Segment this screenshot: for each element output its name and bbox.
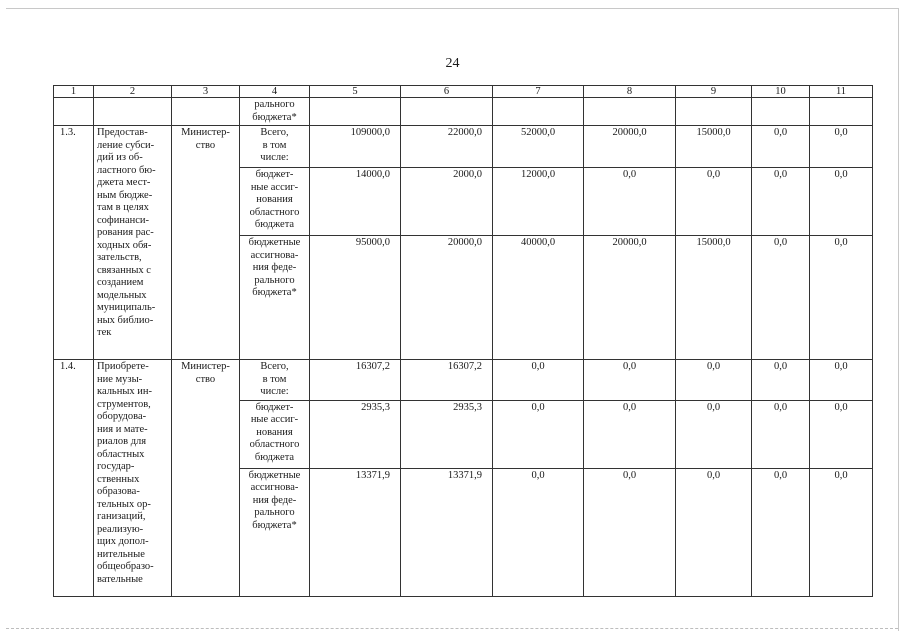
empty-cell: [493, 98, 584, 126]
funding-source-line: Всего,: [260, 361, 289, 372]
amount-cell: 20000,0: [584, 126, 676, 168]
amount-cell: 0,0: [676, 468, 752, 596]
amount-cell: 16307,2: [401, 360, 493, 401]
column-header-11: 11: [810, 86, 873, 98]
funding-source: [240, 236, 310, 360]
responsible-line: Министер-: [181, 361, 230, 372]
activity-name-line: рования рас-: [97, 227, 154, 238]
funding-source-line: ассигнова-: [250, 482, 299, 493]
amount-cell: 0,0: [493, 400, 584, 468]
funding-source-line: в том: [262, 139, 287, 151]
activity-name-line: ных библио-: [97, 314, 154, 326]
column-header-4: 4: [240, 86, 310, 98]
activity-name-line: кальных ин-: [97, 386, 153, 397]
funding-source-line: бюджета*: [252, 519, 297, 531]
responsible-executor: [172, 360, 240, 597]
funding-source-line: бюджет-: [255, 169, 294, 180]
budget-table: [53, 85, 873, 597]
funding-source-line: бюджета*: [252, 287, 297, 298]
activity-name-line: реализую-: [97, 523, 144, 535]
responsible-line: ство: [195, 139, 216, 151]
empty-cell: [401, 98, 493, 126]
activity-name-line: муниципаль-: [97, 302, 156, 313]
empty-cell: [752, 98, 810, 126]
amount-cell: 13371,9: [401, 468, 493, 596]
amount-cell: 20000,0: [584, 236, 676, 360]
activity-name-line: ление субси-: [97, 139, 155, 151]
continuation-source-cell: [240, 98, 310, 126]
funding-source-line: ные ассиг-: [250, 181, 299, 193]
funding-source-line: Всего,: [260, 127, 289, 138]
amount-cell: 0,0: [584, 360, 676, 401]
amount-cell: 0,0: [810, 400, 873, 468]
funding-source-line: бюджета: [254, 219, 295, 230]
amount-cell: 0,0: [584, 468, 676, 596]
row-number: 1.4.: [54, 360, 94, 597]
funding-source-line: нования: [256, 426, 293, 438]
activity-name-line: ластного бю-: [97, 164, 156, 176]
source-line: бюджета*: [252, 111, 297, 123]
amount-cell: 0,0: [752, 168, 810, 236]
activity-name-line: нительные: [97, 548, 145, 560]
activity-name-line: ственных: [97, 473, 140, 485]
amount-cell: 15000,0: [676, 126, 752, 168]
header-row: [54, 86, 873, 98]
table-row: [54, 126, 873, 168]
activity-name-line: риалов для: [97, 436, 147, 447]
column-header-3: 3: [172, 86, 240, 98]
amount-cell: 95000,0: [310, 236, 401, 360]
funding-source: [240, 126, 310, 168]
amount-cell: 0,0: [493, 360, 584, 401]
amount-cell: 0,0: [810, 236, 873, 360]
activity-name-line: щих допол-: [97, 536, 149, 547]
column-header-8: 8: [584, 86, 676, 98]
empty-cell: [310, 98, 401, 126]
funding-source-line: бюджета: [254, 451, 295, 463]
activity-name-line: дий из об-: [97, 152, 143, 163]
empty-cell: [94, 98, 172, 126]
row-number: 1.3.: [54, 126, 94, 360]
activity-name-line: ние музы-: [97, 373, 143, 385]
amount-cell: 0,0: [810, 126, 873, 168]
activity-name-line: образова-: [97, 486, 140, 497]
activity-name: [94, 126, 172, 360]
funding-source-line: областного: [249, 439, 300, 450]
amount-cell: 2935,3: [401, 400, 493, 468]
column-header-9: 9: [676, 86, 752, 98]
amount-cell: 0,0: [676, 360, 752, 401]
amount-cell: 22000,0: [401, 126, 493, 168]
funding-source-line: ния феде-: [252, 262, 297, 273]
activity-name-line: Предостав-: [97, 127, 148, 138]
amount-cell: 0,0: [752, 400, 810, 468]
funding-source: [240, 360, 310, 401]
amount-cell: 0,0: [752, 236, 810, 360]
table-row: [54, 360, 873, 401]
funding-source-line: нования: [256, 194, 293, 205]
amount-cell: 0,0: [810, 468, 873, 596]
activity-name-line: оборудова-: [97, 411, 147, 422]
amount-cell: 0,0: [676, 168, 752, 236]
empty-cell: [584, 98, 676, 126]
activity-name-line: ным бюдже-: [97, 189, 153, 201]
funding-source-line: числе:: [260, 386, 289, 397]
amount-cell: 0,0: [584, 400, 676, 468]
amount-cell: 0,0: [676, 400, 752, 468]
funding-source: [240, 468, 310, 596]
amount-cell: 2000,0: [401, 168, 493, 236]
responsible-line: Министер-: [181, 127, 230, 138]
activity-name-line: связанных с: [97, 264, 151, 276]
funding-source-line: в том: [262, 373, 287, 385]
activity-name-line: струментов,: [97, 398, 151, 410]
page-bottom-edge: [6, 628, 898, 629]
activity-name-line: зательств,: [97, 252, 142, 263]
column-header-10: 10: [752, 86, 810, 98]
amount-cell: 16307,2: [310, 360, 401, 401]
empty-cell: [54, 98, 94, 126]
page-number: 24: [445, 56, 460, 71]
activity-name-line: джета мест-: [97, 177, 151, 188]
activity-name-line: государ-: [97, 461, 135, 472]
funding-source-line: областного: [249, 206, 300, 218]
empty-cell: [676, 98, 752, 126]
table-body: [54, 86, 873, 597]
empty-cell: [810, 98, 873, 126]
activity-name-line: софинанси-: [97, 214, 150, 226]
amount-cell: 0,0: [752, 126, 810, 168]
responsible-executor: [172, 126, 240, 360]
funding-source: [240, 168, 310, 236]
amount-cell: 0,0: [584, 168, 676, 236]
funding-source-line: ния феде-: [252, 494, 297, 506]
amount-cell: 13371,9: [310, 468, 401, 596]
activity-name-line: тельных ор-: [97, 498, 151, 510]
amount-cell: 0,0: [493, 468, 584, 596]
amount-cell: 15000,0: [676, 236, 752, 360]
activity-name-line: ходных обя-: [97, 239, 152, 251]
activity-name-line: ния и мате-: [97, 423, 148, 435]
amount-cell: 40000,0: [493, 236, 584, 360]
funding-source-line: рального: [254, 507, 295, 518]
amount-cell: 0,0: [810, 168, 873, 236]
activity-name-line: Приобрете-: [97, 361, 149, 372]
activity-name-line: вательные: [97, 573, 143, 585]
activity-name-line: тек: [97, 327, 112, 338]
funding-source-line: бюджетные: [248, 237, 301, 248]
amount-cell: 52000,0: [493, 126, 584, 168]
funding-source-line: ассигнова-: [250, 249, 299, 261]
activity-name-line: созданием: [97, 277, 144, 288]
activity-name-line: модельных: [97, 289, 147, 301]
column-header-2: 2: [94, 86, 172, 98]
activity-name-line: областных: [97, 448, 145, 460]
funding-source-line: бюджет-: [255, 401, 294, 413]
funding-source-line: числе:: [260, 152, 289, 163]
funding-source-line: рального: [254, 274, 295, 286]
continuation-row: [54, 98, 873, 126]
empty-cell: [172, 98, 240, 126]
activity-name-line: ганизаций,: [97, 511, 146, 522]
responsible-line: ство: [195, 373, 216, 385]
amount-cell: 0,0: [810, 360, 873, 401]
column-header-6: 6: [401, 86, 493, 98]
activity-name-line: там в целях: [97, 202, 149, 213]
amount-cell: 20000,0: [401, 236, 493, 360]
column-header-1: 1: [54, 86, 94, 98]
activity-name: [94, 360, 172, 597]
funding-source: [240, 400, 310, 468]
funding-source-line: бюджетные: [248, 469, 301, 481]
amount-cell: 14000,0: [310, 168, 401, 236]
funding-source-line: ные ассиг-: [250, 414, 299, 425]
amount-cell: 0,0: [752, 468, 810, 596]
amount-cell: 0,0: [752, 360, 810, 401]
column-header-7: 7: [493, 86, 584, 98]
amount-cell: 2935,3: [310, 400, 401, 468]
column-header-5: 5: [310, 86, 401, 98]
activity-name-line: общеобразо-: [97, 561, 154, 572]
amount-cell: 12000,0: [493, 168, 584, 236]
source-line: рального: [254, 99, 295, 110]
amount-cell: 109000,0: [310, 126, 401, 168]
